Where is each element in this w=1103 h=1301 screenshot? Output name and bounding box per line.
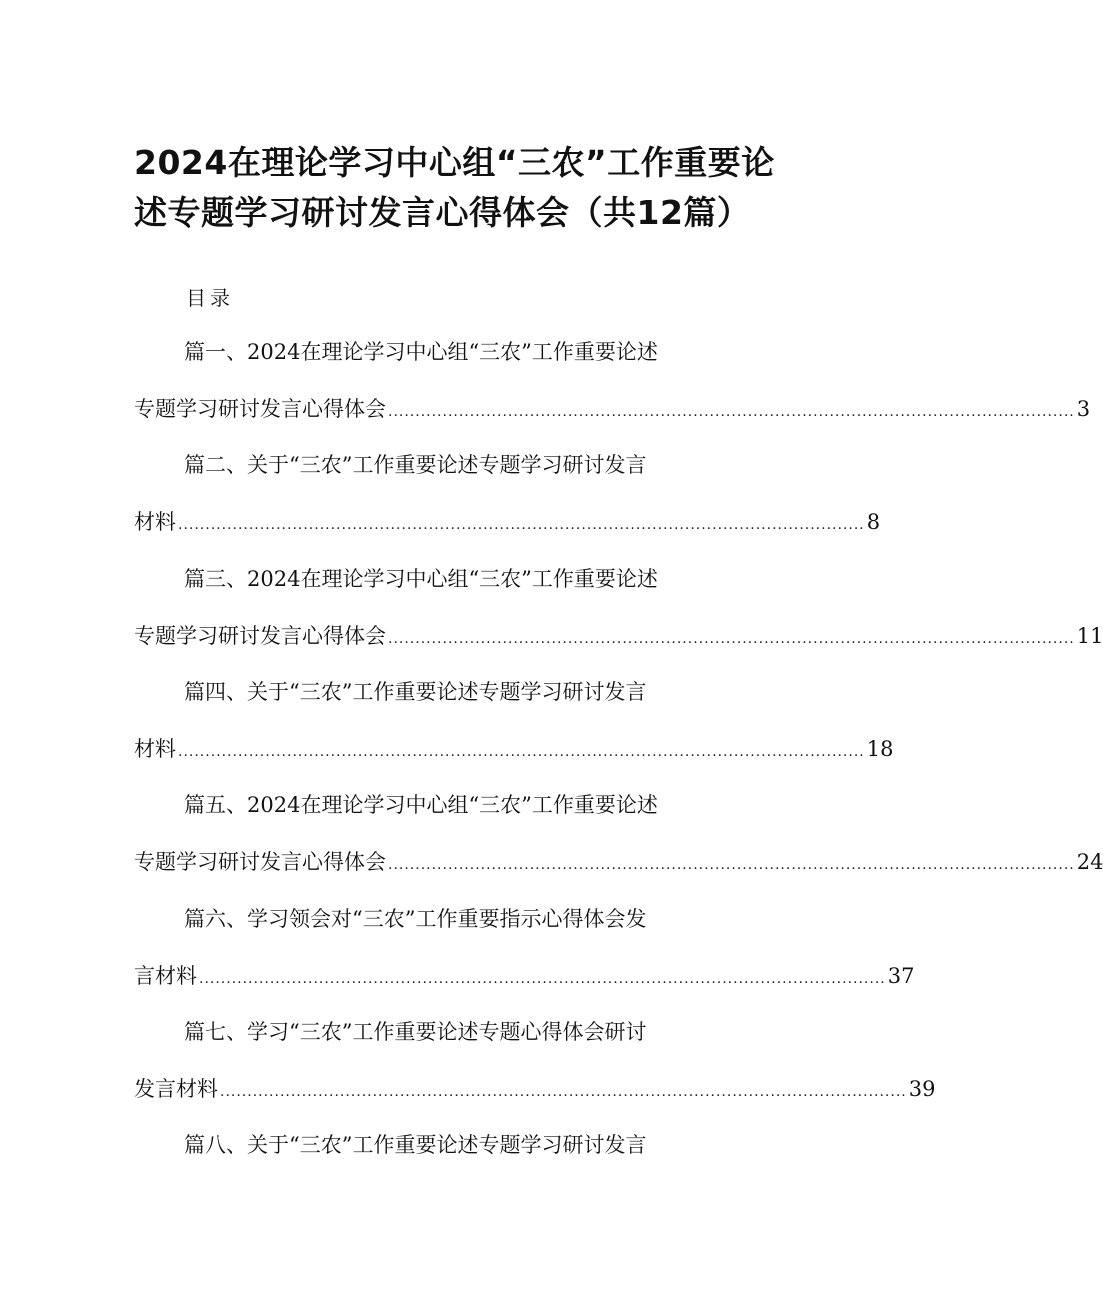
page-number: 37 (887, 964, 915, 988)
toc-entry-2-title[interactable]: 篇二、关于“三农”工作重要论述专题学习研讨发言 (184, 453, 647, 477)
toc-entry-4-continuation[interactable] (134, 734, 894, 767)
page-number: 24 (1076, 850, 1103, 874)
leader-dots: .............................................................................................................................. (199, 971, 886, 987)
toc-entry-1-title[interactable]: 篇一、2024在理论学习中心组“三农”工作重要论述 (184, 340, 658, 364)
page-number: 39 (908, 1077, 936, 1101)
toc-entry-8-title[interactable]: 篇八、关于“三农”工作重要论述专题学习研讨发言 (184, 1133, 647, 1157)
toc-entry-3-continuation[interactable] (134, 621, 1103, 654)
toc-entry-6-continuation[interactable] (134, 961, 915, 994)
leader-dots: .............................................................................................................................. (178, 744, 865, 760)
leader-dots: .............................................................................................................................. (388, 404, 1075, 420)
title-line-1: 2024在理论学习中心组“三农”工作重要论 (134, 143, 775, 182)
toc-entry-text: 言材料 (134, 964, 197, 988)
toc-entry-1-continuation[interactable] (134, 394, 1091, 427)
leader-dots: .............................................................................................................................. (178, 517, 865, 533)
toc-entry-text: 专题学习研讨发言心得体会 (134, 397, 386, 421)
toc-entry-text: 专题学习研讨发言心得体会 (134, 850, 386, 874)
toc-entry-6-title[interactable]: 篇六、学习领会对“三农”工作重要指示心得体会发 (184, 907, 647, 931)
toc-entry-5-title[interactable]: 篇五、2024在理论学习中心组“三农”工作重要论述 (184, 793, 658, 817)
leader-dots: .............................................................................................................................. (388, 631, 1075, 647)
leader-dots: .............................................................................................................................. (388, 857, 1075, 873)
toc-entry-text: 专题学习研讨发言心得体会 (134, 624, 386, 648)
toc-entry-7-continuation[interactable] (134, 1074, 936, 1107)
page-number: 8 (866, 510, 881, 534)
page-number: 11 (1076, 624, 1103, 648)
toc-entry-text: 材料 (134, 510, 176, 534)
toc-entry-7-title[interactable]: 篇七、学习“三农”工作重要论述专题心得体会研讨 (184, 1020, 647, 1044)
leader-dots: .............................................................................................................................. (220, 1084, 907, 1100)
document-title (134, 138, 774, 238)
toc-entry-text: 材料 (134, 737, 176, 761)
title-line-2: 述专题学习研讨发言心得体会（共12篇） (134, 193, 751, 232)
page-number: 3 (1076, 397, 1091, 421)
toc-entry-4-title[interactable]: 篇四、关于“三农”工作重要论述专题学习研讨发言 (184, 680, 647, 704)
page-number: 18 (866, 737, 894, 761)
toc-heading: 目录 (186, 286, 234, 310)
toc-entry-text: 发言材料 (134, 1077, 218, 1101)
toc-entry-3-title[interactable]: 篇三、2024在理论学习中心组“三农”工作重要论述 (184, 567, 658, 591)
toc-entry-5-continuation[interactable] (134, 847, 1103, 880)
toc-entry-2-continuation[interactable] (134, 507, 881, 540)
